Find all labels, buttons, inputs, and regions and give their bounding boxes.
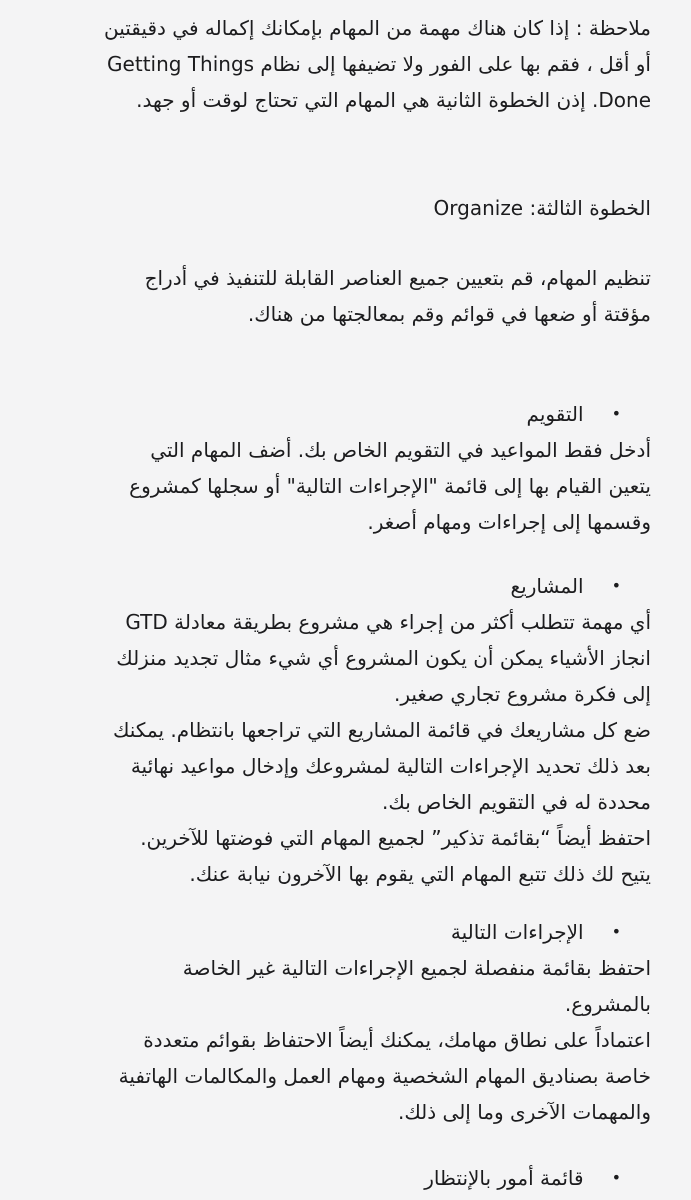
note-paragraph	[36, 10, 651, 118]
section-line: وقسمها إلى إجراءات ومهام أصغر.	[367, 510, 651, 534]
section-heading	[36, 914, 651, 950]
section-waiting-for	[36, 1160, 651, 1196]
section-title: المشاريع	[510, 574, 584, 598]
step3-heading-block	[36, 190, 651, 226]
section-title: الإجراءات التالية	[450, 920, 584, 944]
section-line: احتفظ بقائمة منفصلة لجميع الإجراءات التالية غير الخاصة	[182, 956, 651, 980]
note-line: أو أقل ، فقم بها على الفور ولا تضيفها إلى نظام Getting Things	[107, 52, 651, 76]
bullet-icon: •	[611, 576, 621, 595]
section-line: يتيح لك ذلك تتبع المهام التي يقوم بها الآخرون نيابة عنك.	[189, 862, 651, 886]
note-line: Done. إذن الخطوة الثانية هي المهام التي تحتاج لوقت أو جهد.	[136, 88, 651, 112]
bullet-icon: •	[611, 1168, 621, 1187]
section-heading	[36, 396, 651, 432]
bullet-icon: •	[611, 404, 621, 423]
section-line: والمهمات الآخرى وما إلى ذلك.	[397, 1100, 651, 1124]
section-line: خاصة بصناديق المهام الشخصية ومهام العمل والمكالمات الهاتفية	[118, 1064, 651, 1088]
step3-intro	[36, 260, 651, 332]
section-title: التقويم	[526, 402, 584, 426]
intro-line: تنظيم المهام، قم بتعيين جميع العناصر القابلة للتنفيذ في أدراج	[144, 266, 651, 290]
note-line: ملاحظة : إذا كان هناك مهمة من المهام بإمكانك إكماله في دقيقتين	[104, 16, 651, 40]
section-line: احتفظ أيضاً “بقائمة تذكير” لجميع المهام التي فوضتها للآخرين.	[140, 826, 651, 850]
section-line: بالمشروع.	[564, 992, 651, 1016]
section-line: انجاز الأشياء يمكن أن يكون المشروع أي شيء مثال تجديد منزلك	[116, 646, 651, 670]
section-title: قائمة أمور بالإنتظار	[424, 1166, 584, 1190]
section-line: بعد ذلك تحديد الإجراءات التالية لمشروعك وإدخال مواعيد نهائية	[130, 754, 651, 778]
section-next-actions	[36, 914, 651, 1130]
section-line: يتعين القيام بها إلى قائمة "الإجراءات التالية" أو سجلها كمشروع	[129, 474, 651, 498]
step3-heading: الخطوة الثالثة: Organize	[433, 196, 651, 220]
section-heading	[36, 568, 651, 604]
section-line: اعتماداً على نطاق مهامك، يمكنك أيضاً الاحتفاظ بقوائم متعددة	[143, 1028, 651, 1052]
intro-line: مؤقتة أو ضعها في قوائم وقم بمعالجتها من هناك.	[247, 302, 651, 326]
section-line: محددة له في التقويم الخاص بك.	[382, 790, 651, 814]
section-line: ضع كل مشاريعك في قائمة المشاريع التي تراجعها بانتظام. يمكنك	[112, 718, 651, 742]
section-calendar	[36, 396, 651, 540]
section-line: أدخل فقط المواعيد في التقويم الخاص بك. أضف المهام التي	[150, 438, 651, 462]
section-line: إلى فكرة مشروع تجاري صغير.	[394, 682, 651, 706]
section-heading	[36, 1160, 651, 1196]
section-projects	[36, 568, 651, 892]
section-line: أي مهمة تتطلب أكثر من إجراء هي مشروع بطريقة معادلة GTD	[125, 610, 651, 634]
bullet-icon: •	[611, 922, 621, 941]
